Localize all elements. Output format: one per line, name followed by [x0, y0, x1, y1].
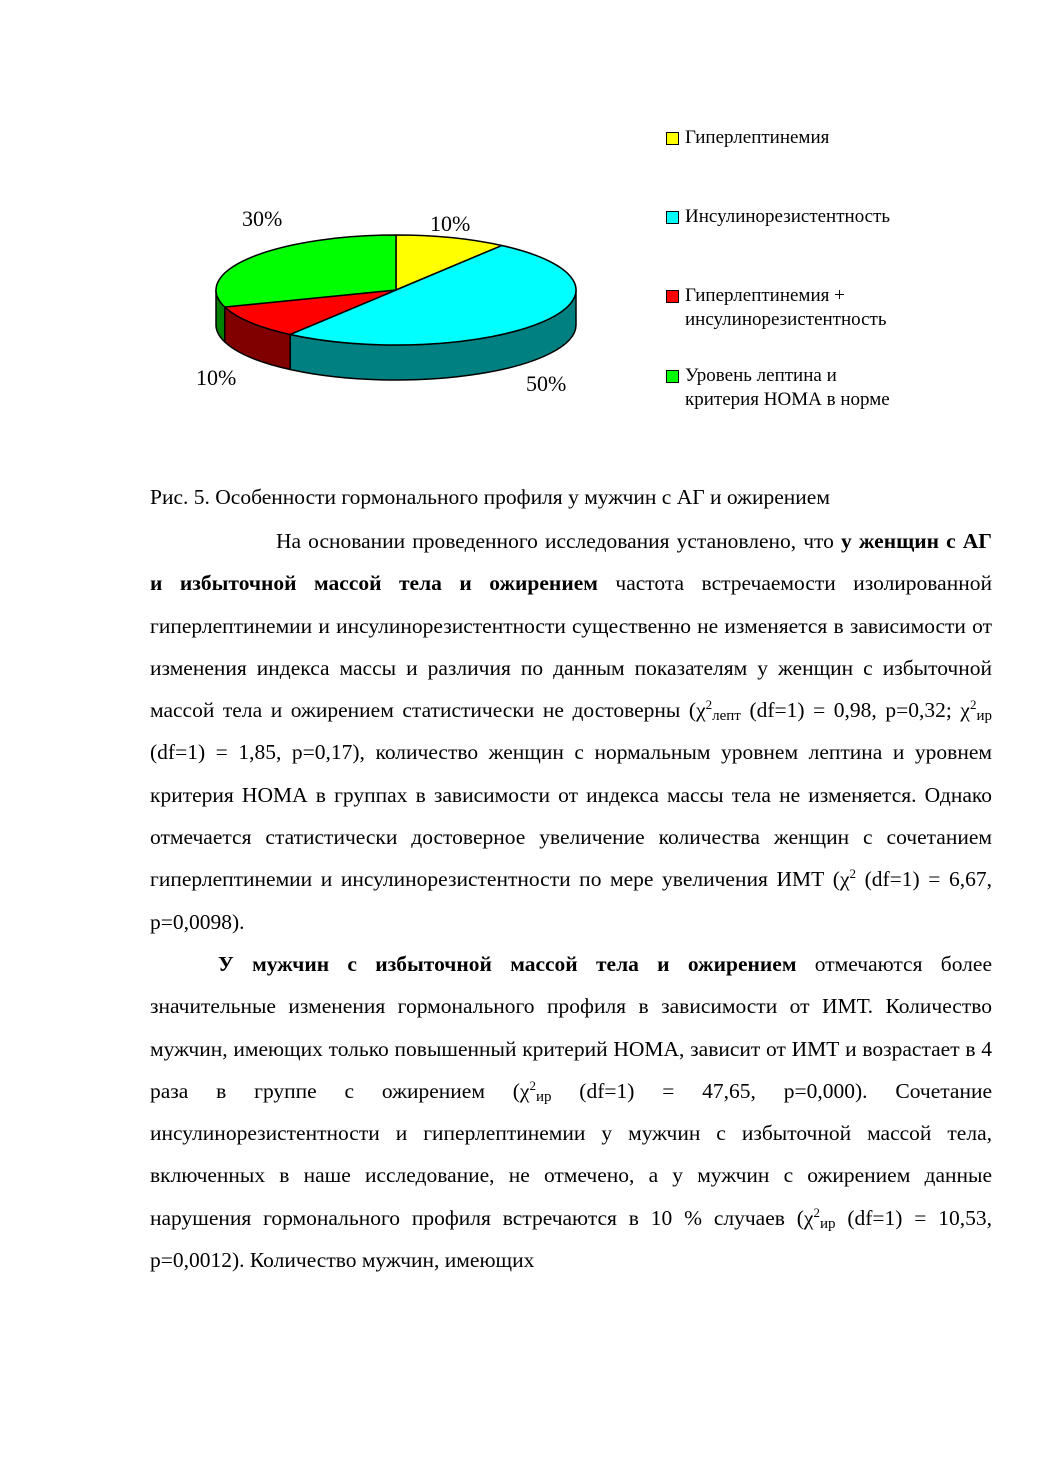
figure-caption: Рис. 5. Особенности гормонального профиля у мужчин с АГ и ожирением — [150, 485, 830, 509]
paragraph-women: На основании проведенного исследования установлено, что у женщин с АГ и избыточной массой тела и ожирением частота встречаемости изолированной гиперлептинемии и инсулинорезистентности существенно не изменяется в зависимости от изменения индекса массы и различия по данным показателям у женщин с избыточной массой тела и ожирением статистически не достоверны ($\chi^2_{лепт}$ (df=1) = 0,98, p=0,32; $\chi^2_{ир}$ (df=1) = 1,85, p=0,17), количество женщин с нормальным уровнем лептина и уровнем критерия НОМА в группах в зависимости от индекса массы тела не изменяется. Однако отмечается статистически достоверное увеличение количества женщин с сочетанием гиперлептинемии и инсулинорезистентности по мере увеличения ИМТ ($\chi^2$ (df=1) = 6,67, p=0,0098). — [150, 529, 992, 934]
paragraph-men: У мужчин с избыточной массой тела и ожирением отмечаются более значительные изменения гормонального профиля в зависимости от ИМТ. Количество мужчин, имеющих только повышенный критерий НОМА, зависит от ИМТ и возрастает в 4 раза в группе с ожирением ($\chi^2_{ир}$ (df=1) = 47,65, p=0,000). Сочетание инсулинорезистентности и гиперлептинемии у мужчин с избыточной массой тела, включенных в наше исследование, не отмечено, а у мужчин с ожирением данные нарушения гормонального профиля встречаются в 10 % случаев ($\chi^2_{ир}$ (df=1) = 10,53, p=0,0012). Количество мужчин, имеющих — [150, 951, 992, 1273]
slice-label-insulin-resistance: 50% — [526, 371, 567, 396]
slice-label-hyperleptinemia: 10% — [430, 211, 471, 236]
legend-swatch — [666, 290, 679, 303]
slice-label-normal: 30% — [242, 206, 283, 231]
body-text — [150, 520, 992, 1281]
legend-swatch — [666, 370, 679, 383]
legend-label: Гиперлептинемия + — [685, 285, 845, 306]
pie-chart-area — [0, 0, 1041, 460]
slice-label-combined: 10% — [196, 365, 237, 390]
legend-label-line2: критерия НОМА в норме — [685, 389, 890, 410]
legend-label: Инсулинорезистентность — [685, 206, 891, 227]
legend-swatch — [666, 211, 679, 224]
legend-label-line2: инсулинорезистентность — [685, 309, 887, 330]
legend-label: Гиперлептинемия — [685, 127, 830, 148]
legend-swatch — [666, 132, 679, 145]
legend-label: Уровень лептина и — [685, 365, 837, 386]
